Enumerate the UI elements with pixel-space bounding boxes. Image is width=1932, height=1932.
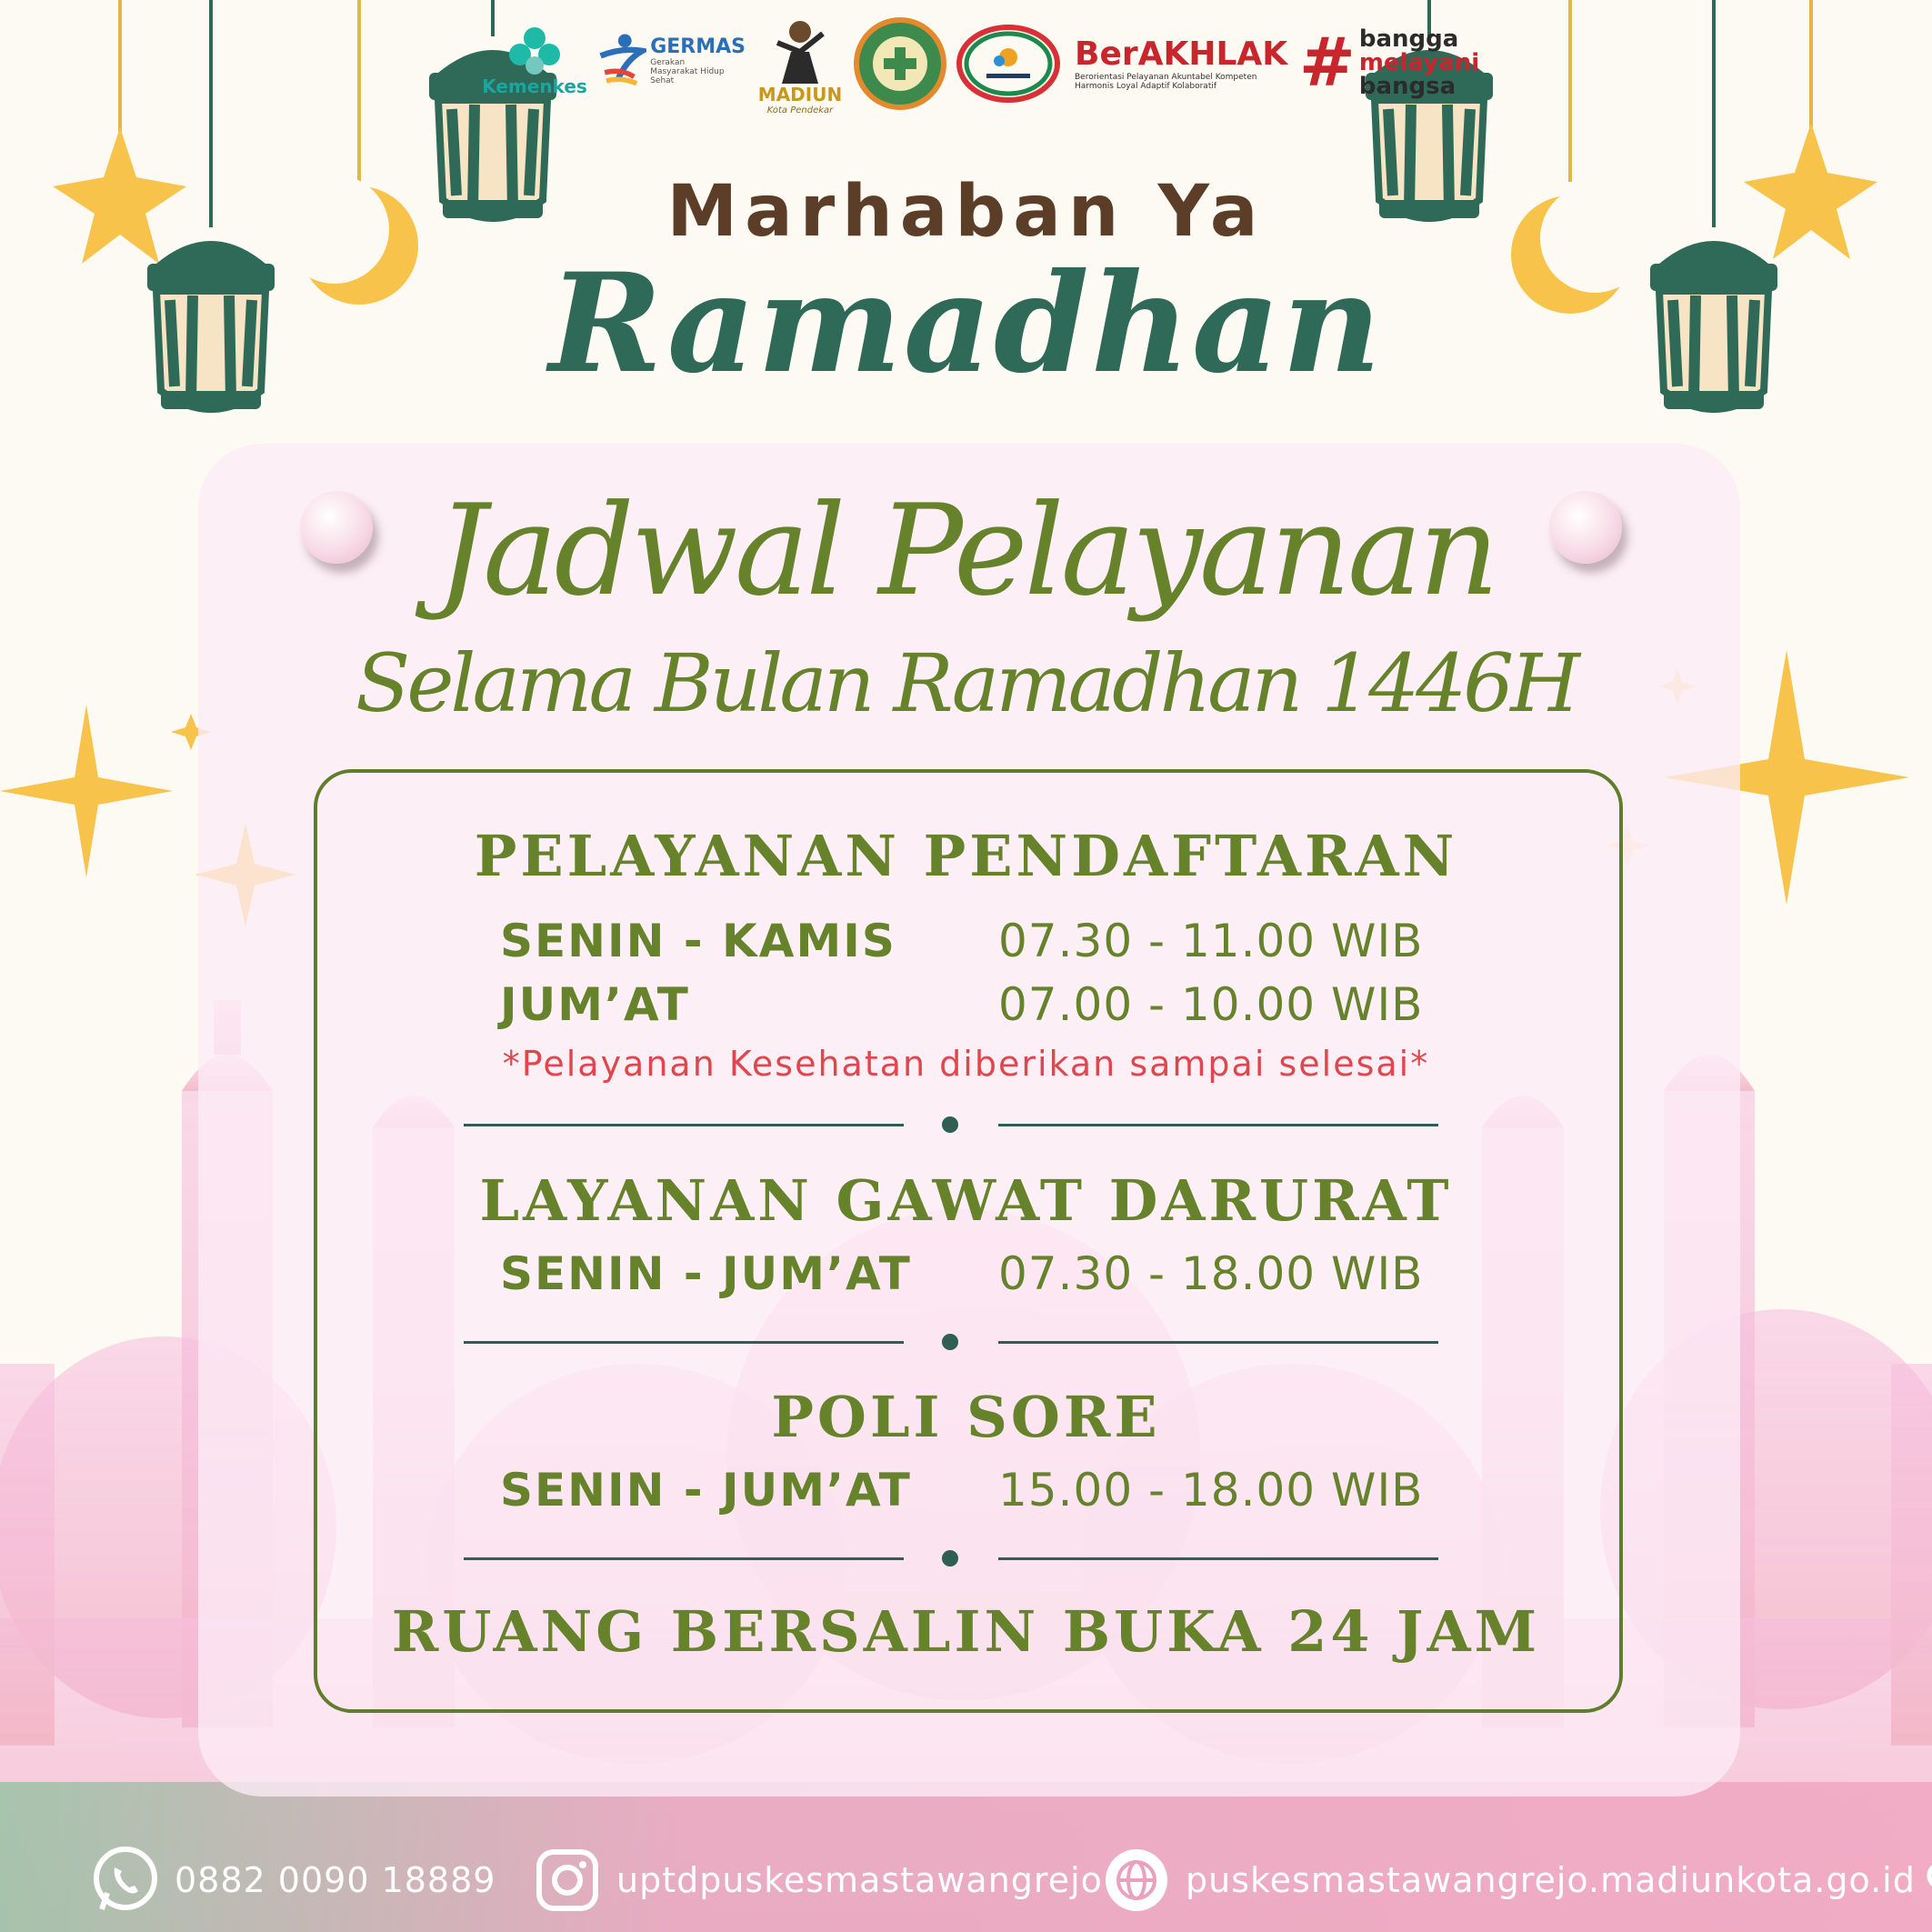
section-title-poli-sore: POLI SORE [771, 1384, 1161, 1450]
schedule-box [314, 769, 1623, 1713]
madiun-figure-icon [768, 15, 832, 84]
madiun-logo [755, 11, 846, 120]
greeting-line-1: Marhaban Ya [666, 171, 1266, 253]
time-label: 07.30 - 11.00 WIB [998, 915, 1424, 967]
section-title-bersalin: RUANG BERSALIN BUKA 24 JAM [391, 1598, 1541, 1665]
time-label: 15.00 - 18.00 WIB [998, 1464, 1424, 1517]
berakhlak-sublabel-2: Harmonis Loyal Adaptif Kolaboratif [1075, 81, 1217, 91]
germas-sublabel: Gerakan Masyarakat Hidup Sehat [650, 57, 725, 85]
footer-website[interactable] [1102, 1844, 1932, 1917]
instagram-icon [533, 1846, 602, 1915]
bangga-word-1: bangga [1358, 25, 1459, 53]
berakhlak-label: BerAKHLAK [1075, 35, 1288, 73]
time-label: 07.30 - 18.00 WIB [998, 1247, 1424, 1300]
whatsapp-icon [91, 1846, 160, 1915]
berakhlak-sublabel-1: Berorientasi Pelayanan Akuntabel Kompeten [1075, 72, 1257, 82]
section-title-gawat-darurat: LAYANAN GAWAT DARURAT [479, 1167, 1453, 1234]
bangga-word-2: melayani [1358, 49, 1480, 76]
section-divider [464, 1116, 1438, 1134]
kemenkes-logo [480, 20, 589, 102]
section-divider [464, 1549, 1438, 1567]
section-title-pendaftaran: PELAYANAN PENDAFTARAN [474, 823, 1458, 889]
footer-instagram[interactable] [533, 1844, 1103, 1917]
greeting-line-2: Ramadhan [548, 244, 1384, 404]
service-note: *Pelayanan Kesehatan diberikan sampai selesai* [502, 1044, 1430, 1084]
day-label: SENIN - KAMIS [500, 915, 896, 967]
day-label: JUM’AT [500, 978, 690, 1031]
search-icon[interactable] [1923, 1857, 1932, 1903]
bangga-word-3: bangsa [1358, 73, 1457, 100]
website-url: puskesmastawangrejo.madiunkota.go.id [1186, 1860, 1916, 1900]
berakhlak-logo [1075, 22, 1288, 104]
promkes-emblem-icon [955, 23, 1062, 105]
day-label: SENIN - JUM’AT [500, 1464, 912, 1517]
puskesmas-seal-icon [853, 16, 947, 111]
footer-phone[interactable] [91, 1844, 496, 1917]
madiun-sublabel: Kota Pendekar [766, 105, 834, 115]
kemenkes-label: Kemenkes [482, 75, 587, 97]
globe-icon [1102, 1846, 1171, 1915]
bangga-hash: # [1298, 24, 1356, 102]
kemenkes-emblem-icon [507, 25, 562, 75]
germas-label: GERMAS [650, 35, 746, 58]
germas-figure-icon [596, 28, 646, 92]
phone-number: 0882 0090 18889 [175, 1860, 496, 1900]
section-divider [464, 1333, 1438, 1351]
schedule-subtitle: Selama Bulan Ramadhan 1446H [355, 636, 1577, 730]
day-label: SENIN - JUM’AT [500, 1247, 912, 1300]
instagram-handle: uptdpuskesmastawangrejo [616, 1860, 1103, 1900]
schedule-title: Jadwal Pelayanan [435, 477, 1497, 624]
puskesmas-seal-logo [853, 16, 947, 111]
time-label: 07.00 - 10.00 WIB [998, 978, 1424, 1031]
madiun-label: MADIUN [757, 84, 843, 105]
promkes-logo [955, 18, 1062, 109]
germas-logo [596, 24, 746, 96]
bangga-melayani-logo [1298, 22, 1480, 104]
